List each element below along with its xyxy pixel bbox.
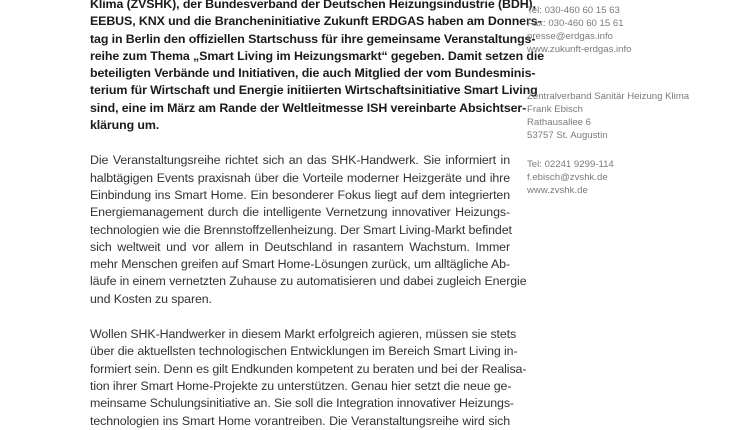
body-line: Energiemanagement durch die intelligente Vernetzung innovativer Heizungs- bbox=[90, 205, 510, 220]
body-line: Wollen SHK-Handwerker in diesem Markt erfolgreich agieren, müssen sie stets bbox=[90, 327, 517, 342]
contact-zvshk-details bbox=[527, 158, 737, 197]
lead-line: klärung um. bbox=[90, 118, 160, 133]
contact-street: Rathausallee 6 bbox=[527, 117, 592, 129]
body-line: mehr Menschen greifen auf Smart Home-Lösungen zurück, um alltägliche Ab- bbox=[90, 257, 510, 272]
lead-line: terium für Wirtschaft und Energie initiierten Wirtschaftsinitiative Smart Living bbox=[90, 83, 538, 98]
lead-line: beteiligten Verbände und Initiativen, die auch Mitglied der vom Bundesminis- bbox=[90, 66, 536, 81]
press-release-body bbox=[90, 0, 545, 430]
contact-fax: Fax: 030-460 60 15 61 bbox=[527, 18, 624, 30]
body-line: meinsame Schulungsinitiative an. Sie soll die Integration innovativer Heizungs- bbox=[90, 396, 514, 411]
lead-line: EEBUS, KNX und die Brancheninitiative Zukunft ERDGAS haben am Donners- bbox=[90, 14, 542, 29]
contact-website-link[interactable]: www.zukunft-erdgas.info bbox=[527, 44, 632, 56]
lead-line: tag in Berlin den offiziellen Startschuss für ihre gemeinsame Veranstaltungs- bbox=[90, 31, 536, 46]
body-line: tion ihrer Smart Home-Projekte zu unterstützen. Genau hier setzt die neue ge- bbox=[90, 378, 512, 393]
lead-paragraph bbox=[90, 0, 545, 134]
lead-line: sind, eine im März am Rande der Weltleitmesse ISH vereinbarte Absichtser- bbox=[90, 100, 527, 115]
body-line: Die Veranstaltungsreihe richtet sich an das SHK-Handwerk. Sie informiert in bbox=[90, 153, 510, 168]
contact-organization: Zentralverband Sanitär Heizung Klima bbox=[527, 91, 690, 102]
contact-person: Frank Ebisch bbox=[527, 104, 583, 116]
body-line: technologien ins Smart Home vorantreiben. Die Veranstaltungsreihe wird sich bbox=[90, 413, 510, 428]
contact-website-link[interactable]: www.zvshk.de bbox=[527, 185, 588, 197]
body-line: technologien wie die Brennstoffzellenheizung. Der Smart Living-Markt befindet bbox=[90, 222, 512, 237]
body-line: halbtägigen Events praxisnah über die Vorteile moderner Heizgeräte und ihre bbox=[90, 170, 510, 185]
contact-city: 53757 St. Augustin bbox=[527, 130, 608, 142]
contact-phone: Tel: 030-460 60 15 63 bbox=[527, 5, 620, 16]
body-line: Einbindung ins Smart Home. Ein besonderer Fokus liegt auf dem integrierten bbox=[90, 187, 510, 202]
contact-email-link[interactable]: presse@erdgas.info bbox=[527, 31, 614, 43]
lead-line: reihe zum Thema „Smart Living im Heizungsmarkt“ gegeben. Damit setzen die bbox=[90, 48, 545, 63]
contact-zvshk-address bbox=[527, 90, 737, 142]
body-paragraph bbox=[90, 326, 527, 430]
body-line: über die aktuellsten technologischen Entwicklungen im Bereich Smart Living in- bbox=[90, 344, 518, 359]
body-line: läufe in einem vernetzten Zuhause zu automatisieren und dabei zugleich Energie bbox=[90, 274, 527, 289]
body-line: und Kosten zu sparen. bbox=[90, 291, 212, 306]
contact-erdgas bbox=[527, 4, 737, 56]
body-line: sich weltweit und vor allem in Deutschland in rasantem Wachstum. Immer bbox=[90, 239, 510, 254]
lead-line: Klima (ZVSHK), der Bundesverband der Deutschen Heizungsindustrie (BDH), bbox=[90, 0, 536, 11]
contact-phone: Tel: 02241 9299-114 bbox=[527, 159, 614, 170]
contact-email-link[interactable]: f.ebisch@zvshk.de bbox=[527, 172, 608, 184]
body-line: formiert sein. Denn es gilt Endkunden kompetent zu beraten und bei der Realisa- bbox=[90, 361, 527, 376]
body-paragraph bbox=[90, 152, 527, 308]
